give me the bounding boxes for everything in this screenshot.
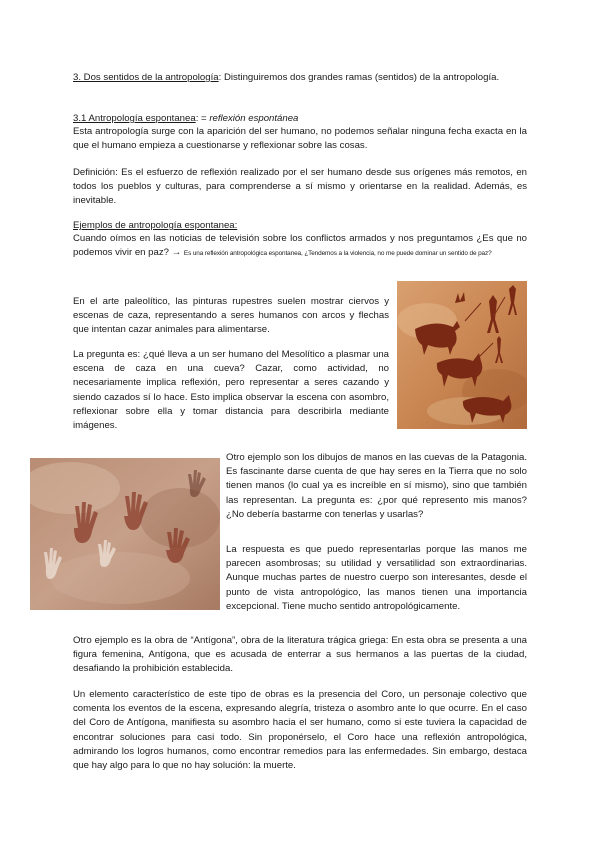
paragraph-hands-answer: La respuesta es que puedo representarlas porque las manos me parecen asombrosas; su utilidad y versatilidad son extraordinarias. Aunque muchas partes de nuestro cuerpo son interesantes, desde el punto de vista antropológico, las manos tienen una importancia excepcional. Tiene mucho sentido antropológicamente. (226, 544, 527, 612)
paragraph-paleolithic-art: En el arte paleolítico, las pinturas rupestres suelen mostrar ciervos y escenas de caza, representando a seres humanos con arcos y flechas que intentan cazar animales para alimentarse. (73, 296, 389, 336)
section-heading: 3. Dos sentidos de la antropología (73, 72, 219, 83)
paragraph-war-news: Cuando oímos en las noticias de televisión sobre los conflictos armados y nos preguntamos ¿Es que no podemos vivir en paz? → Es una reflexión antropológica espontanea, ¿Tendemos a la violencia, no me puede dominar un sentido de paz? (73, 233, 527, 259)
paragraph-definition: Definición: Es el esfuerzo de reflexión realizado por el ser humano desde sus orígenes más remotos, en todos los pueblos y culturas, para comprenderse a sí mismo y orientarse en la realidad. Además, es inevitable. (73, 167, 527, 207)
paragraph-origin: Esta antropología surge con la aparición del ser humano, no podemos señalar ninguna fecha exacta en la que el humano empieza a cuestionarse y reflexionar sobre las cosas. (73, 126, 527, 152)
paragraph-antigona: Otro ejemplo es la obra de “Antígona”, obra de la literatura trágica griega: En esta obra se presenta a una figura femenina, Antígona, que es acusada de enterrar a sus hermanos a las puertas de la ciudad, desafiando la prohibición establecida. (73, 635, 527, 675)
examples-heading: Ejemplos de antropología espontanea: (73, 220, 238, 231)
paragraph-mesolithic-question: La pregunta es: ¿qué lleva a un ser humano del Mesolítico a plasmar una escena de caza en una cueva? Cazar, como actividad, no necesariamente implica reflexión, pero representar a seres cazando y siendo cazados sí lo hace. Esto implica observar la escena con asombro, reflexionar sobre ella y tomar distancia para describirla mediante imágenes. (73, 349, 389, 432)
subsection-heading: 3.1 Antropología espontanea: = reflexión espontánea (73, 113, 299, 124)
section-intro: 3. Dos sentidos de la antropología: Distinguiremos dos grandes ramas (sentidos) de la antropología. (73, 72, 500, 83)
paragraph-patagonia-hands: Otro ejemplo son los dibujos de manos en las cuevas de la Patagonia. Es fascinante darse cuenta de que hay seres en la Tierra que no solo tienen manos (lo cual ya es increíble en sí mismo), sino que también las representan. La pregunta es: ¿por qué represento mis manos? ¿No debería bastarme con tenerlas y usarlas? (226, 452, 527, 520)
cave-hands-patagonia-image (30, 458, 220, 610)
paragraph-chorus: Un elemento característico de este tipo de obras es la presencia del Coro, un personaje colectivo que comenta los eventos de la escena, expresando alegría, tristeza o asombro ante lo que ocurre. En el caso del Coro de Antígona, manifiesta su asombro hacia el ser humano, como si este tuviera la capacidad de encontrar soluciones para casi todo. Sin proponérselo, el Coro hace una reflexión antropológica, admirando los logros humanos, como encontrar remedios para las enfermedades. Sin embargo, destaca que hay algo para lo que no hay solución: la muerte. (73, 689, 527, 772)
cave-painting-hunting-image (397, 281, 527, 429)
